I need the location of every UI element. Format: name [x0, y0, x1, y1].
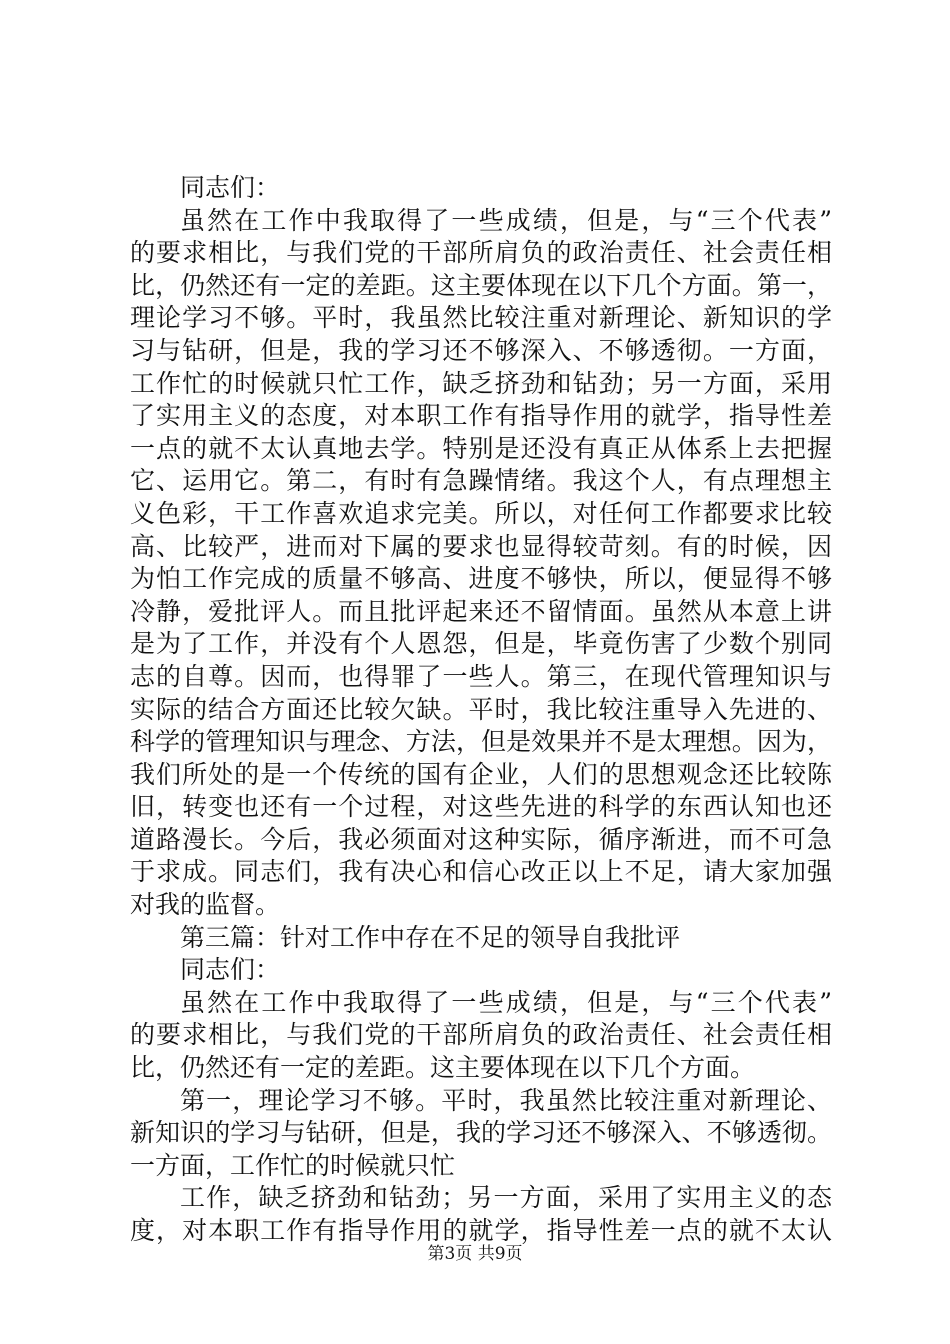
text-line: 冷静，爱批评人。而且批评起来还不留情面。虽然从本意上讲 — [130, 596, 832, 626]
text-line: 比，仍然还有一定的差距。这主要体现在以下几个方面。第一， — [130, 270, 832, 300]
text-line: 虽然在工作中我取得了一些成绩，但是，与“三个代表” — [180, 205, 832, 235]
text-line: 旧，转变也还有一个过程，对这些先进的科学的东西认知也还 — [130, 792, 832, 822]
text-line: 义色彩，干工作喜欢追求完美。所以，对任何工作都要求比较 — [130, 498, 832, 528]
text-line: 高、比较严，进而对下属的要求也显得较苛刻。有的时候，因 — [130, 531, 832, 561]
text-line: 比，仍然还有一定的差距。这主要体现在以下几个方面。 — [130, 1053, 756, 1083]
text-line: 了实用主义的态度，对本职工作有指导作用的就学，指导性差 — [130, 401, 832, 431]
text-line: 工作忙的时候就只忙工作，缺乏挤劲和钻劲；另一方面，采用 — [130, 368, 832, 398]
text-line: 它、运用它。第二，有时有急躁情绪。我这个人，有点理想主 — [130, 466, 832, 496]
text-line: 实际的结合方面还比较欠缺。平时，我比较注重导入先进的、 — [130, 694, 832, 724]
text-line: 第三篇：针对工作中存在不足的领导自我批评 — [180, 922, 681, 952]
text-line: 道路漫长。今后，我必须面对这种实际，循序渐进，而不可急 — [130, 824, 832, 854]
text-line: 志的自尊。因而，也得罪了一些人。第三，在现代管理知识与 — [130, 661, 832, 691]
text-line: 同志们： — [180, 955, 281, 985]
text-line: 同志们： — [180, 173, 281, 202]
text-line: 的要求相比，与我们党的干部所肩负的政治责任、社会责任相 — [130, 238, 832, 268]
text-line: 工作，缺乏挤劲和钻劲；另一方面，采用了实用主义的态 — [180, 1183, 832, 1213]
text-line: 一方面，工作忙的时候就只忙 — [130, 1150, 456, 1180]
document-body — [130, 172, 832, 1248]
page-footer: 第3页 共9页 — [427, 1244, 523, 1264]
text-line: 的要求相比，与我们党的干部所肩负的政治责任、社会责任相 — [130, 1020, 832, 1050]
text-line: 我们所处的是一个传统的国有企业，人们的思想观念还比较陈 — [130, 759, 832, 789]
text-line: 为怕工作完成的质量不够高、进度不够快，所以，便显得不够 — [130, 564, 832, 594]
text-line: 一点的就不太认真地去学。特别是还没有真正从体系上去把握 — [130, 433, 832, 463]
text-line: 是为了工作，并没有个人恩怨，但是，毕竟伤害了少数个别同 — [130, 629, 832, 659]
text-line: 理论学习不够。平时，我虽然比较注重对新理论、新知识的学 — [130, 303, 832, 333]
text-line: 对我的监督。 — [130, 890, 281, 920]
text-line: 于求成。同志们，我有决心和信心改正以上不足，请大家加强 — [130, 857, 832, 887]
text-line: 度，对本职工作有指导作用的就学，指导性差一点的就不太认 — [130, 1216, 832, 1245]
text-line: 习与钻研，但是，我的学习还不够深入、不够透彻。一方面， — [130, 335, 832, 365]
text-line: 新知识的学习与钻研，但是，我的学习还不够深入、不够透彻。 — [130, 1118, 832, 1148]
text-line: 第一，理论学习不够。平时，我虽然比较注重对新理论、 — [180, 1085, 832, 1115]
text-line: 虽然在工作中我取得了一些成绩，但是，与“三个代表” — [180, 987, 832, 1017]
text-line: 科学的管理知识与理念、方法，但是效果并不是太理想。因为， — [130, 727, 832, 757]
